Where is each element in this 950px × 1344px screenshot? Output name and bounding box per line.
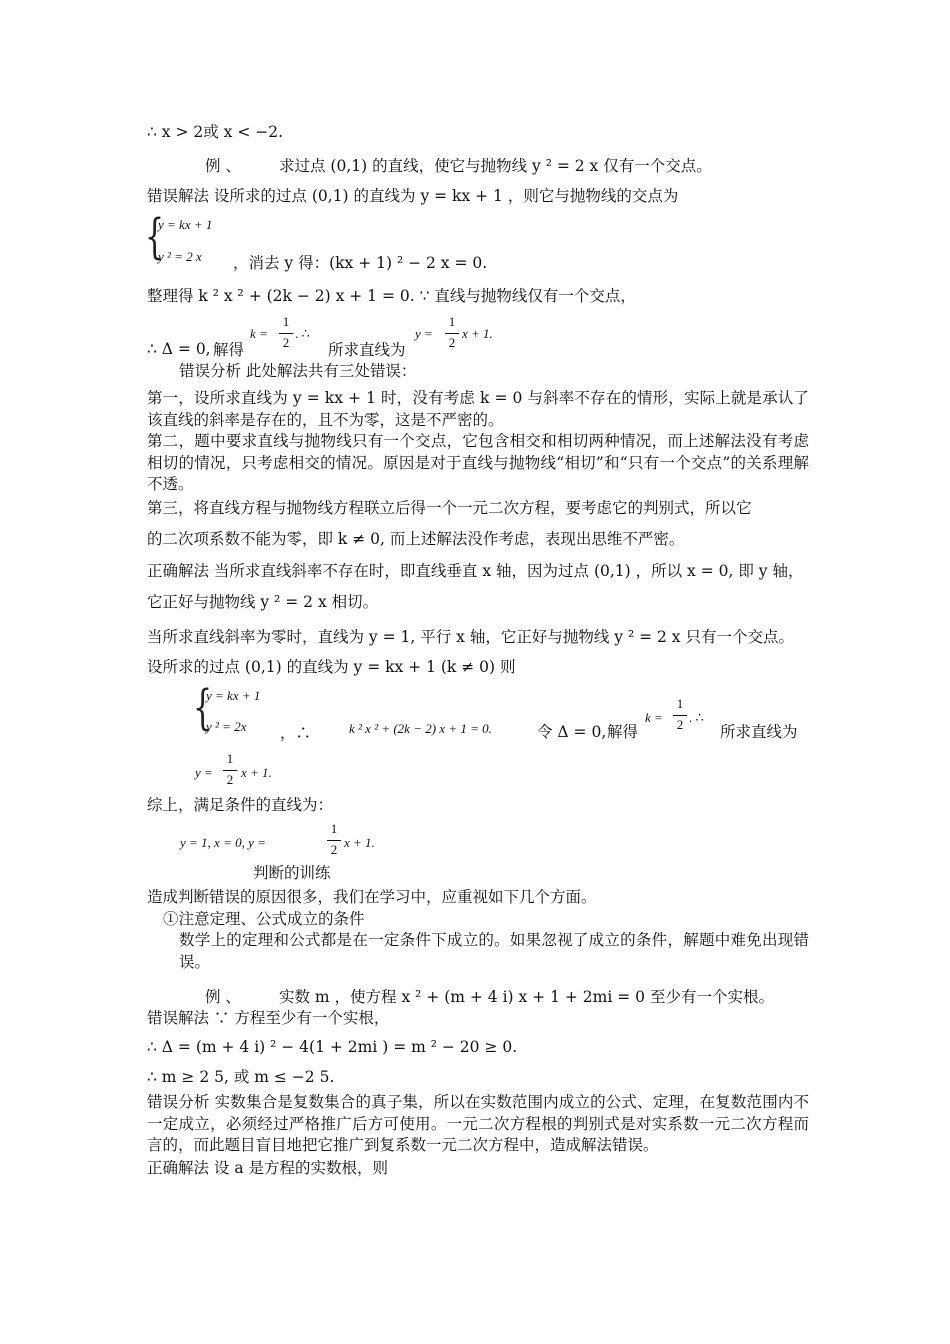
paragraph: 第三，将直线方程与抛物线方程联立后得一个一元二次方程，要考虑它的判别式，所以它 [147,499,752,517]
equation: . ∴ [689,710,704,725]
equation: y = kx + 1 [206,688,261,703]
left-brace: { [193,680,213,737]
equation: . ∴ [295,326,310,341]
equation: x + 1. [462,326,493,341]
equation: y ² = 2 x [158,249,202,264]
equation: ∴ m ≥ 2 5, 或 m ≤ −2 5. [147,1068,335,1086]
fraction-denominator: 2 [330,842,338,857]
fraction-numerator: 1 [226,751,234,766]
paragraph: 数学上的定理和公式都是在一定条件下成立的。如果忽视了成立的条件，解题中难免出现错误。 [179,931,809,971]
text-line: 解得 [213,341,245,359]
example-label: 例 、 [205,988,241,1006]
fraction-bar [445,333,459,334]
text-line: 令 Δ = 0, [537,723,607,741]
text-line: 它正好与抛物线 y ² = 2 x 相切。 [147,593,379,611]
text-line: ∴ x > 2或 x < −2. [147,123,284,141]
text-line: ∴ Δ = 0, [147,340,211,358]
equation: k = [645,710,663,725]
fraction-bar [327,840,341,841]
text-line: 造成判断错误的原因很多，我们在学习中，应重视如下几个方面。 [147,888,597,906]
fraction-denominator: 2 [282,335,290,350]
equation: y = [195,765,213,780]
example-label: 例 、 [205,157,241,175]
section-heading: 判断的训练 [253,864,331,882]
equation: ∴ Δ = (m + 4 i) ² − 4(1 + 2mi ) = m ² − 20 ≥ 0. [147,1038,518,1056]
fraction-bar [673,715,687,716]
equation: x + 1. [344,835,375,850]
equation: y ² = 2x [206,719,247,734]
equation: k ² x ² + (2k − 2) x + 1 = 0. [349,721,492,736]
fraction-numerator: 1 [448,314,456,329]
fraction-bar [279,333,293,334]
correct-solution-line: 正确解法 当所求直线斜率不存在时，即直线垂直 x 轴，因为过点 (0,1) ，所以 x = 0, 即 y 轴， [147,562,804,580]
paragraph: 的二次项系数不能为零，即 k ≠ 0, 而上述解法没作考虑，表现出思维不严密。 [147,530,685,548]
subsection-heading: ①注意定理、公式成立的条件 [163,910,365,928]
equation: y = 1, x = 0, y = [180,835,266,850]
equation: x + 1. [241,765,272,780]
paragraph: 第二，题中要求直线与抛物线只有一个交点，它包含相交和相切两种情况，而上述解法没有考虑相切的情况，只考虑相交的情况。原因是对于直线与抛物线“相切”和“只有一个交点”的关系理解不透。 [147,432,809,493]
left-brace: { [145,209,165,266]
fraction-numerator: 1 [282,314,290,329]
wrong-solution-line: 错误解法 ∵ 方程至少有一个实根， [147,1009,390,1027]
equation: y = kx + 1 [158,217,213,232]
wrong-solution-line: 错误解法 设所求的过点 (0,1) 的直线为 y = kx + 1 ，则它与抛物线的交点为 [147,187,679,205]
text-line: 解得 [607,723,639,741]
equation: y = [415,326,433,341]
text-line: 综上，满足条件的直线为： [147,796,334,814]
text-line: ，消去 y 得：(kx + 1) ² − 2 x = 0. [233,254,488,272]
paragraph: 第一，设所求直线为 y = kx + 1 时，没有考虑 k = 0 与斜率不存在的情形，实际上就是承认了该直线的斜率是存在的，且不为零，这是不严密的。 [147,389,809,429]
fraction-numerator: 1 [330,821,338,836]
error-analysis-heading: 错误分析 此处解法共有三处错误： [179,362,417,380]
correct-solution-line: 正确解法 设 a 是方程的实数根，则 [147,1159,389,1177]
text-line: ，∴ [280,724,312,742]
equation: k = [250,326,268,341]
example-question: 求过点 (0,1) 的直线，使它与抛物线 y ² = 2 x 仅有一个交点。 [279,157,712,175]
fraction-denominator: 2 [226,772,234,787]
text-line: 整理得 k ² x ² + (2k − 2) x + 1 = 0. ∵ 直线与抛物线仅有一个交点， [147,287,636,305]
fraction-numerator: 1 [676,696,684,711]
text-line: 当所求直线斜率为零时，直线为 y = 1, 平行 x 轴，它正好与抛物线 y ² = 2 x 只有一个交点。 [147,628,794,646]
paragraph: 错误分析 实数集合是复数集合的真子集，所以在实数范围内成立的公式、定理，在复数范围内不一定成立，必须经过严格推广后方可使用。一元二次方程根的判别式是对实系数一元二次方程而言的，而此题目盲目地把它推广到复系数一元二次方程中，造成解法错误。 [147,1093,809,1154]
text-line: 设所求的过点 (0,1) 的直线为 y = kx + 1 (k ≠ 0) 则 [147,658,516,676]
fraction-bar [223,770,237,771]
text-line: 所求直线为 [720,723,798,741]
text-line: 所求直线为 [328,341,406,359]
example-question: 实数 m ，使方程 x ² + (m + 4 i) x + 1 + 2mi = 0 至少有一个实根。 [279,988,774,1006]
fraction-denominator: 2 [676,717,684,732]
fraction-denominator: 2 [448,335,456,350]
